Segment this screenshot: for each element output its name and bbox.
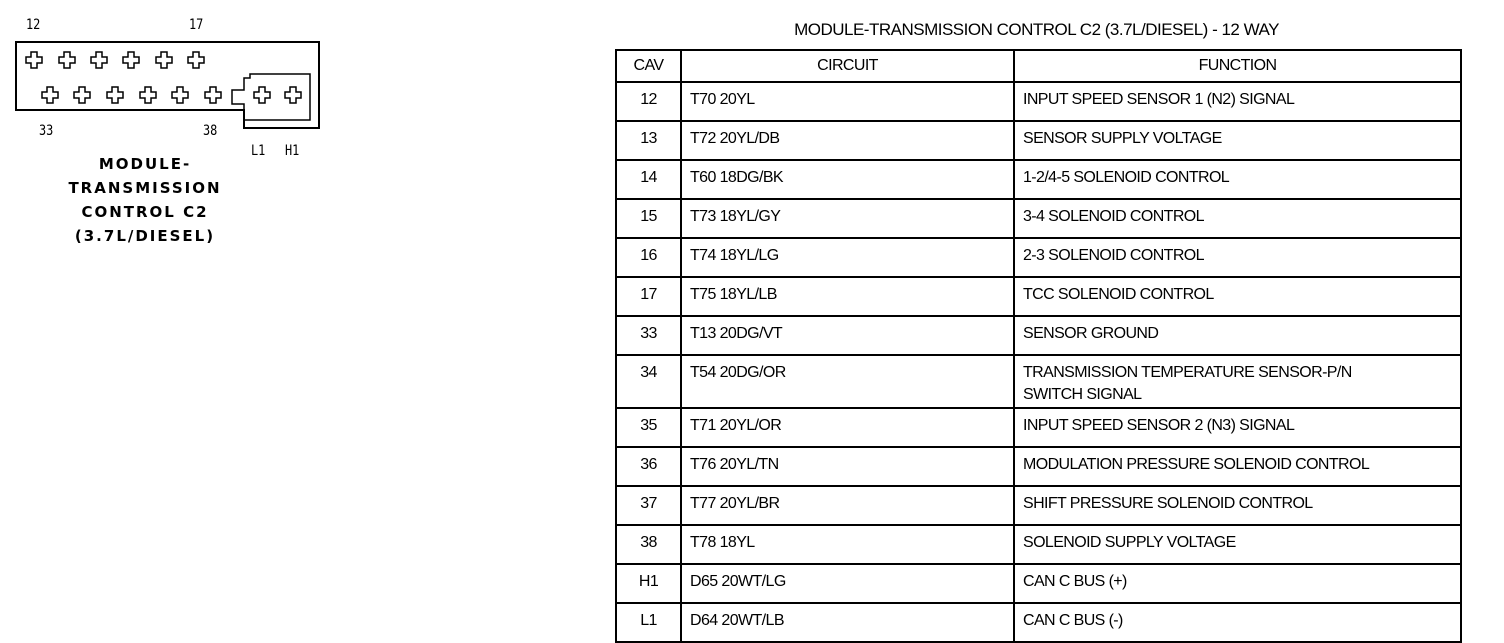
function-cell: INPUT SPEED SENSOR 1 (N2) SIGNAL bbox=[1014, 82, 1461, 121]
cav-cell: 17 bbox=[616, 277, 681, 316]
circuit-cell: T72 20YL/DB bbox=[681, 121, 1014, 160]
cavity-icon bbox=[140, 87, 156, 103]
function-cell: MODULATION PRESSURE SOLENOID CONTROL bbox=[1014, 447, 1461, 486]
function-cell: 3-4 SOLENOID CONTROL bbox=[1014, 199, 1461, 238]
cav-cell: 33 bbox=[616, 316, 681, 355]
cav-cell: 13 bbox=[616, 121, 681, 160]
pin-label-33: 33 bbox=[39, 123, 54, 139]
function-cell: TCC SOLENOID CONTROL bbox=[1014, 277, 1461, 316]
circuit-cell: T73 18YL/GY bbox=[681, 199, 1014, 238]
cavity-icon bbox=[254, 87, 270, 103]
function-line: TRANSMISSION TEMPERATURE SENSOR-P/N bbox=[1023, 364, 1352, 381]
cavity-group bbox=[26, 52, 301, 103]
function-cell: INPUT SPEED SENSOR 2 (N3) SIGNAL bbox=[1014, 408, 1461, 447]
cavity-icon bbox=[59, 52, 75, 68]
cav-cell: 16 bbox=[616, 238, 681, 277]
function-cell: 1-2/4-5 SOLENOID CONTROL bbox=[1014, 160, 1461, 199]
table-row bbox=[616, 238, 1461, 277]
cavity-icon bbox=[156, 52, 172, 68]
header-circuit: CIRCUIT bbox=[681, 50, 1014, 82]
circuit-cell: T13 20DG/VT bbox=[681, 316, 1014, 355]
table-row bbox=[616, 564, 1461, 603]
pinout-table bbox=[615, 49, 1462, 643]
cav-cell: 35 bbox=[616, 408, 681, 447]
table-row bbox=[616, 603, 1461, 642]
cav-cell: L1 bbox=[616, 603, 681, 642]
caption-line: MODULE- bbox=[98, 155, 192, 173]
connector-key-recess bbox=[232, 74, 310, 120]
cav-cell: 38 bbox=[616, 525, 681, 564]
cavity-icon bbox=[188, 52, 204, 68]
function-cell: 2-3 SOLENOID CONTROL bbox=[1014, 238, 1461, 277]
function-cell: SENSOR GROUND bbox=[1014, 316, 1461, 355]
function-cell: SHIFT PRESSURE SOLENOID CONTROL bbox=[1014, 486, 1461, 525]
pin-label-17: 17 bbox=[189, 17, 204, 33]
circuit-cell: T74 18YL/LG bbox=[681, 238, 1014, 277]
circuit-cell: D65 20WT/LG bbox=[681, 564, 1014, 603]
table-row bbox=[616, 408, 1461, 447]
table-row bbox=[616, 447, 1461, 486]
caption-line: (3.7L/DIESEL) bbox=[74, 227, 216, 245]
circuit-cell: T54 20DG/OR bbox=[681, 355, 1014, 408]
cav-cell: H1 bbox=[616, 564, 681, 603]
table-header-row bbox=[616, 50, 1461, 82]
circuit-cell: T71 20YL/OR bbox=[681, 408, 1014, 447]
circuit-cell: D64 20WT/LB bbox=[681, 603, 1014, 642]
caption-line: CONTROL C2 bbox=[81, 203, 209, 221]
circuit-cell: T76 20YL/TN bbox=[681, 447, 1014, 486]
cav-cell: 36 bbox=[616, 447, 681, 486]
table-row bbox=[616, 277, 1461, 316]
table-row bbox=[616, 355, 1461, 408]
function-cell: CAN C BUS (+) bbox=[1014, 564, 1461, 603]
function-line: SWITCH SIGNAL bbox=[1023, 386, 1142, 403]
function-cell: SENSOR SUPPLY VOLTAGE bbox=[1014, 121, 1461, 160]
connector-diagram bbox=[0, 0, 360, 260]
cav-cell: 34 bbox=[616, 355, 681, 408]
circuit-cell: T77 20YL/BR bbox=[681, 486, 1014, 525]
cavity-icon bbox=[107, 87, 123, 103]
circuit-cell: T78 18YL bbox=[681, 525, 1014, 564]
circuit-cell: T70 20YL bbox=[681, 82, 1014, 121]
cav-cell: 37 bbox=[616, 486, 681, 525]
function-cell bbox=[1014, 355, 1461, 408]
table-row bbox=[616, 486, 1461, 525]
table-row bbox=[616, 160, 1461, 199]
cavity-icon bbox=[205, 87, 221, 103]
cav-cell: 15 bbox=[616, 199, 681, 238]
circuit-cell: T75 18YL/LB bbox=[681, 277, 1014, 316]
pin-label-12: 12 bbox=[26, 17, 41, 33]
pin-label-h1: H1 bbox=[285, 143, 300, 159]
table-row bbox=[616, 199, 1461, 238]
table-row bbox=[616, 82, 1461, 121]
header-function: FUNCTION bbox=[1014, 50, 1461, 82]
table-title: MODULE-TRANSMISSION CONTROL C2 (3.7L/DIESEL) - 12 WAY bbox=[794, 20, 1279, 39]
connector-caption bbox=[60, 152, 230, 248]
cav-cell: 12 bbox=[616, 82, 681, 121]
table-row bbox=[616, 316, 1461, 355]
cavity-icon bbox=[26, 52, 42, 68]
cavity-icon bbox=[42, 87, 58, 103]
cavity-icon bbox=[74, 87, 90, 103]
circuit-cell: T60 18DG/BK bbox=[681, 160, 1014, 199]
cavity-icon bbox=[285, 87, 301, 103]
table-row bbox=[616, 121, 1461, 160]
cavity-icon bbox=[123, 52, 139, 68]
caption-line: TRANSMISSION bbox=[68, 179, 222, 197]
cav-cell: 14 bbox=[616, 160, 681, 199]
pin-label-38: 38 bbox=[203, 123, 218, 139]
cavity-icon bbox=[172, 87, 188, 103]
function-cell: CAN C BUS (-) bbox=[1014, 603, 1461, 642]
header-cav: CAV bbox=[616, 50, 681, 82]
table-row bbox=[616, 525, 1461, 564]
function-cell: SOLENOID SUPPLY VOLTAGE bbox=[1014, 525, 1461, 564]
cavity-icon bbox=[91, 52, 107, 68]
pin-label-l1: L1 bbox=[251, 143, 266, 159]
